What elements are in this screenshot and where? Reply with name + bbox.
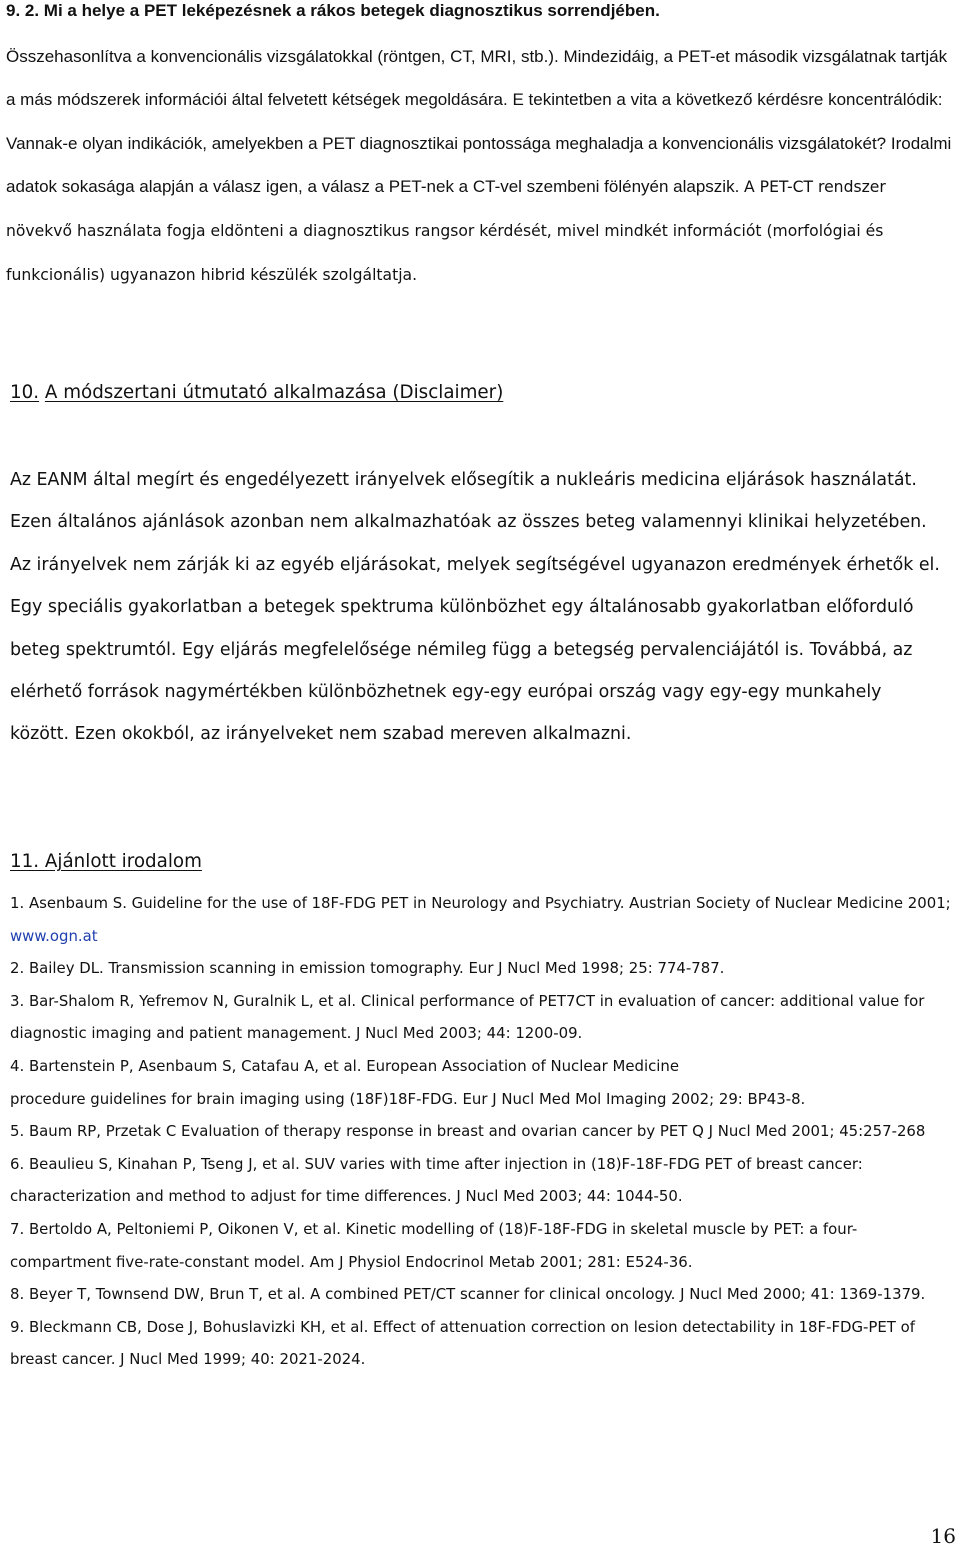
reference-item [10, 1050, 956, 1115]
reference-item: 2. Bailey DL. Transmission scanning in emission tomography. Eur J Nucl Med 1998; 25: 774-787. [10, 959, 725, 978]
reference-item: 3. Bar-Shalom R, Yefremov N, Guralnik L, et al. Clinical performance of PET7CT in evaluation of cancer: additional value for diagnostic imaging and patient management. J Nucl Med 2003; 44: 1200-09. [10, 991, 925, 1043]
reference-item [10, 887, 956, 952]
section-10-title: A módszertani útmutató alkalmazása (Disclaimer) [44, 382, 504, 403]
section-11-heading [10, 850, 202, 874]
reference-text-continued: procedure guidelines for brain imaging using (18F)18F-FDG. Eur J Nucl Med Mol Imaging 2002; 29: BP43-8. [10, 1089, 806, 1108]
section-11-title: 11. Ajánlott irodalom [10, 851, 202, 872]
page-number: 16 [930, 1524, 956, 1548]
section-10-paragraph: Az EANM által megírt és engedélyezett irányelvek elősegítik a nukleáris medicina eljárások használatát. Ezen általános ajánlások azonban nem alkalmazhatóak az összes beteg valamennyi klinikai helyzetében. Az irányelvek nem zárják ki az egyéb eljárásokat, melyek segítségével ugyanazon eredmények érhetők el. Egy speciális gyakorlatban a betegek spektruma különbözhet egy általánosabb gyakorlatban előforduló beteg spektrumtól. Egy eljárás megfelelősége némileg függ a betegség pervalenciájától is. Továbbá, az elérhető források nagymértékben különbözhetnek egy-egy európai ország vagy egy-egy munkahely között. Ezen okokból, az irányelveket nem szabad mereven alkalmazni. [10, 470, 940, 745]
section-9-2-paragraph [6, 35, 952, 298]
reference-text: 4. Bartenstein P, Asenbaum S, Catafau A, et al. European Association of Nuclear Medicine [10, 1056, 680, 1075]
reference-item: 8. Beyer T, Townsend DW, Brun T, et al. A combined PET/CT scanner for clinical oncology. J Nucl Med 2000; 41: 1369-1379. [10, 1285, 926, 1304]
reference-item: 5. Baum RP, Przetak C Evaluation of therapy response in breast and ovarian cancer by PET Q J Nucl Med 2001; 45:257-268 [10, 1122, 926, 1141]
reference-list [10, 887, 956, 1376]
reference-item: 9. Bleckmann CB, Dose J, Bohuslavizki KH, et al. Effect of attenuation correction on lesion detectability in 18F-FDG-PET of breast cancer. J Nucl Med 1999; 40: 2021-2024. [10, 1317, 915, 1369]
reference-item: 7. Bertoldo A, Peltoniemi P, Oikonen V, et al. Kinetic modelling of (18)F-18F-FDG in skeletal muscle by PET: a four-compartment five-rate-constant model. Am J Physiol Endocrinol Metab 2001; 281: E524-36. [10, 1219, 858, 1271]
section-10-heading [10, 381, 503, 405]
section-9-2-heading: 9. 2. Mi a helye a PET leképezésnek a rákos betegek diagnosztikus sorrendjében. [6, 1, 660, 20]
reference-item: 6. Beaulieu S, Kinahan P, Tseng J, et al. SUV varies with time after injection in (18)F-18F-FDG PET of breast cancer: characterization and method to adjust for time differences. J Nucl Med 2003; 44: 1044-50. [10, 1154, 863, 1206]
reference-text: 1. Asenbaum S. Guideline for the use of 18F-FDG PET in Neurology and Psychiatry. Austrian Society of Nuclear Medicine 2001; [10, 894, 951, 912]
section-10-number: 10. [10, 382, 40, 403]
reference-link[interactable]: www.ogn.at [10, 926, 98, 945]
paragraph-part-2: Irodalmi adatok sokasága alapján a válasz igen, a válasz a PET-nek a CT-vel szembeni fölényén alapszik. [6, 133, 952, 196]
paragraph-part-1: Összehasonlítva a konvencionális vizsgálatokkal (röntgen, CT, MRI, stb.). Mindezidáig, a PET-et második vizsgálatnak tartják a más módszerek információi által felvetett kétségek megoldására. E tekintetben a vita a következő kérdésre koncentrálódik: Vannak-e olyan indikációk, amelyekben a PET diagnosztikai pontossága meghaladja a konvencionális vizsgálatokét? [6, 47, 948, 153]
paragraph-part-3: A PET-CT rendszer növekvő használata fogja eldönteni a diagnosztikus rangsor kérdését, mivel mindkét információt (morfológiai és funkcionális) ugyanazon hibrid készülék szolgáltatja. [6, 177, 886, 285]
